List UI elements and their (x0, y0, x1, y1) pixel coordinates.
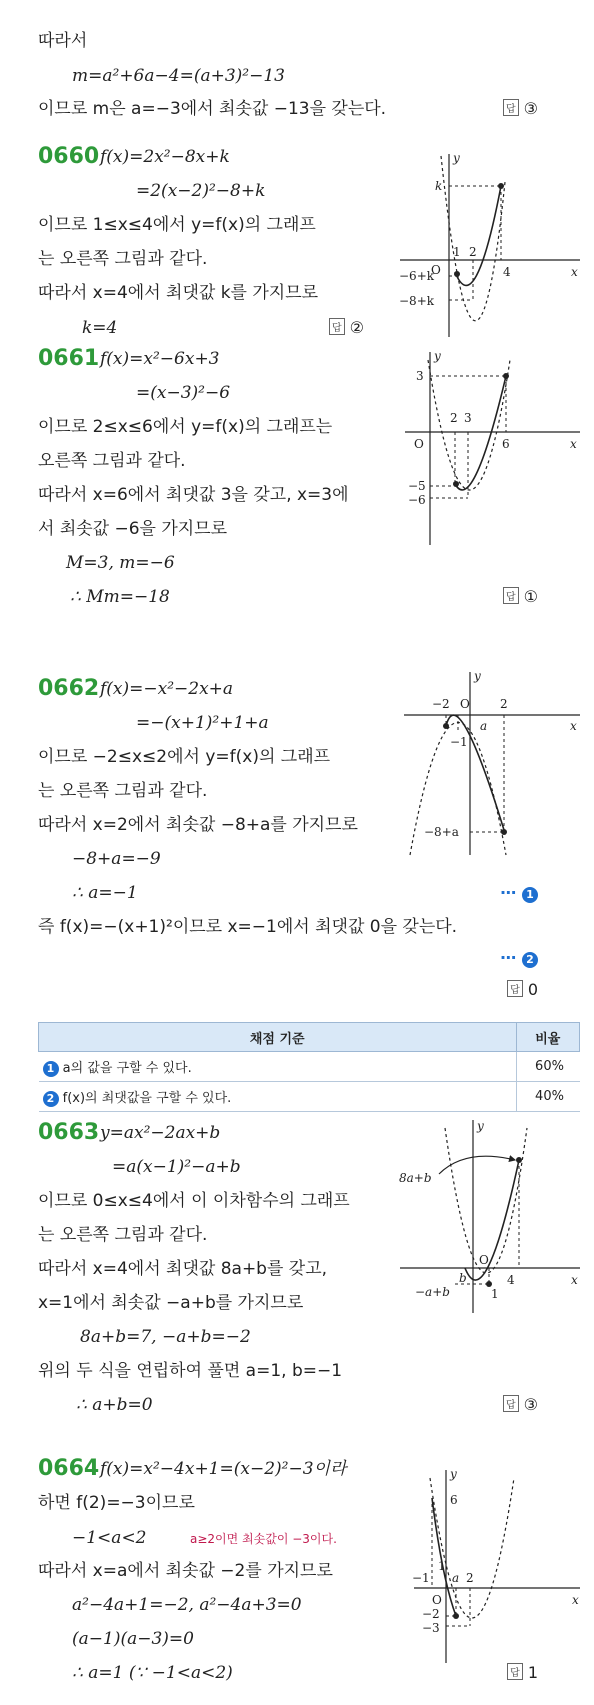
p0662-line2: =−(x+1)²+1+a (136, 713, 269, 733)
label-2: 2 (466, 1571, 474, 1585)
label-m3: −3 (422, 1621, 440, 1635)
p0661-line6: 서 최솟값 −6을 가지므로 (38, 519, 228, 539)
p0660-line2: =2(x−2)²−8+k (136, 181, 266, 201)
label-x: x (570, 719, 577, 733)
label-m2: −2 (432, 697, 450, 711)
label-8ab: 8a+b (399, 1171, 432, 1185)
label-m2: −2 (422, 1607, 440, 1621)
problem-number-0664: 0664 (38, 1456, 100, 1481)
endpoint (454, 271, 460, 277)
p0663-line5: 따라서 x=4에서 최댓값 8a+b를 갖고, (38, 1259, 328, 1279)
parabola-dashed (428, 360, 510, 490)
label-y: y (450, 1468, 457, 1481)
ratio-cell: 60% (516, 1052, 580, 1082)
side-note: a≥2이면 최솟값이 −3이다. (190, 1532, 337, 1546)
label-m6: −6 (408, 493, 426, 507)
label-a: a (480, 719, 488, 733)
p0662-line8: 즉 f(x)=−(x+1)²이므로 x=−1에서 최댓값 0을 갖는다. (38, 917, 458, 937)
label-k: k (435, 179, 443, 193)
label-y: y (477, 1119, 484, 1133)
label-origin: O (431, 263, 441, 277)
problem-number-0661: 0661 (38, 346, 100, 371)
ratio-cell: 40% (516, 1082, 580, 1112)
label-1: 1 (453, 245, 461, 259)
answer-0660: 답 ② (329, 318, 364, 337)
criteria-text: a의 값을 구할 수 있다. (62, 1060, 192, 1076)
p0661-line2: =(x−3)²−6 (136, 383, 231, 403)
p0662-line7: ∴ a=−1 (72, 883, 138, 903)
p0663-line7: 8a+b=7, −a+b=−2 (80, 1327, 251, 1347)
p0661-line7: M=3, m=−6 (66, 553, 175, 573)
label-x: x (571, 265, 578, 279)
step-marker-2: ⋯ 2 (500, 948, 538, 968)
graph-0663 (395, 1118, 585, 1318)
scoring-table (38, 1022, 580, 1112)
table-row (39, 1052, 580, 1082)
step-marker-1: ⋯ 1 (500, 883, 538, 903)
p0661-line3: 이므로 2≤x≤6에서 y=f(x)의 그래프는 (38, 417, 333, 437)
label-1: 1 (491, 1287, 499, 1301)
p0660-line4: 는 오른쪽 그림과 같다. (38, 249, 208, 269)
graph-0661 (400, 350, 585, 550)
label-m1: −1 (412, 1571, 430, 1585)
parabola-dashed (430, 1478, 514, 1618)
parabola-solid (454, 376, 506, 490)
p0663-line4: 는 오른쪽 그림과 같다. (38, 1225, 208, 1245)
label-b: b (459, 1271, 467, 1285)
intro-formula: m=a²+6a−4=(a+3)²−13 (72, 66, 285, 86)
intro-conclusion: 이므로 m은 a=−3에서 최솟값 −13을 갖는다. (38, 99, 387, 119)
label-y: y (434, 350, 441, 363)
label-x: x (571, 1273, 578, 1287)
label-m1: −1 (450, 735, 468, 749)
label-m6k: −6+k (399, 269, 435, 283)
answer-0664: 답 1 (507, 1663, 538, 1682)
answer-0663: 답 ③ (503, 1395, 538, 1414)
label-2: 2 (450, 411, 458, 425)
problem-number-0663: 0663 (38, 1120, 100, 1145)
label-a: a (452, 1571, 460, 1585)
label-x: x (570, 437, 577, 451)
p0664-line4: 따라서 x=a에서 최솟값 −2를 가지므로 (38, 1561, 333, 1581)
label-origin: O (479, 1253, 489, 1267)
badge-1: 1 (43, 1061, 59, 1077)
label-3x: 3 (464, 411, 472, 425)
parabola-dashed (445, 1128, 527, 1273)
p0662-line4: 는 오른쪽 그림과 같다. (38, 781, 208, 801)
label-2: 2 (500, 697, 508, 711)
p0664-line1: f(x)=x²−4x+1=(x−2)²−3이라 (100, 1459, 347, 1479)
max-point (498, 183, 504, 189)
graph-0660 (395, 152, 585, 342)
label-origin: O (460, 697, 470, 711)
p0660-line3: 이므로 1≤x≤4에서 y=f(x)의 그래프 (38, 215, 316, 235)
p0661-line5: 따라서 x=6에서 최댓값 3을 갖고, x=3에 (38, 485, 349, 505)
label-6: 6 (450, 1493, 458, 1507)
label-4: 4 (503, 265, 511, 279)
p0660-line1: f(x)=2x²−8x+k (100, 147, 230, 167)
p0660-line5: 따라서 x=4에서 최댓값 k를 가지므로 (38, 283, 319, 303)
p0663-line1: y=ax²−2ax+b (100, 1123, 221, 1143)
p0664-line5: a²−4a+1=−2, a²−4a+3=0 (72, 1595, 302, 1615)
label-1: 1 (438, 1559, 446, 1573)
p0660-line6: k=4 (82, 318, 118, 338)
parabola-solid (446, 715, 504, 830)
parabola-solid (455, 186, 501, 285)
label-m8k: −8+k (399, 294, 435, 308)
p0663-line8: 위의 두 식을 연립하여 풀면 a=1, b=−1 (38, 1361, 343, 1381)
answer-0662: 답 0 (507, 980, 538, 999)
intro-line1: 따라서 (38, 31, 88, 51)
p0662-line1: f(x)=−x²−2x+a (100, 679, 234, 699)
label-y: y (453, 152, 460, 165)
answer-intro: 답 ③ (503, 99, 538, 118)
label-y: y (474, 670, 481, 683)
p0663-line6: x=1에서 최솟값 −a+b를 가지므로 (38, 1293, 304, 1313)
graph-0664 (410, 1468, 585, 1668)
p0661-line1: f(x)=x²−6x+3 (100, 349, 220, 369)
problem-number-0662: 0662 (38, 676, 100, 701)
label-m5: −5 (408, 479, 426, 493)
label-2: 2 (469, 245, 477, 259)
table-row (39, 1082, 580, 1112)
label-origin: O (432, 1593, 442, 1607)
label-origin: O (414, 437, 424, 451)
p0663-line9: ∴ a+b=0 (76, 1395, 153, 1415)
label-4: 4 (507, 1273, 515, 1287)
label-m8a: −8+a (424, 825, 459, 839)
p0664-line6: (a−1)(a−3)=0 (72, 1629, 194, 1649)
badge-2: 2 (43, 1091, 59, 1107)
p0663-line2: =a(x−1)²−a+b (112, 1157, 241, 1177)
graph-0662 (400, 670, 585, 860)
p0661-line8: ∴ Mm=−18 (70, 587, 170, 607)
answer-0661: 답 ① (503, 587, 538, 606)
criteria-text: f(x)의 최댓값을 구할 수 있다. (62, 1090, 232, 1106)
label-6: 6 (502, 437, 510, 451)
header-ratio: 비율 (516, 1023, 580, 1052)
problem-number-0660: 0660 (38, 144, 100, 169)
label-3: 3 (416, 369, 424, 383)
p0663-line3: 이므로 0≤x≤4에서 이 이차함수의 그래프 (38, 1191, 350, 1211)
header-criteria: 채점 기준 (39, 1023, 517, 1052)
p0664-line3: −1<a<2 (72, 1528, 147, 1548)
label-x: x (572, 1593, 579, 1607)
p0662-line3: 이므로 −2≤x≤2에서 y=f(x)의 그래프 (38, 747, 331, 767)
p0664-line7: ∴ a=1 (∵ −1<a<2) (72, 1663, 233, 1683)
p0664-line2: 하면 f(2)=−3이므로 (38, 1493, 195, 1513)
p0662-line5: 따라서 x=2에서 최솟값 −8+a를 가지므로 (38, 815, 358, 835)
label-mab: −a+b (415, 1285, 450, 1299)
p0661-line4: 오른쪽 그림과 같다. (38, 451, 186, 471)
p0662-line6: −8+a=−9 (72, 849, 161, 869)
